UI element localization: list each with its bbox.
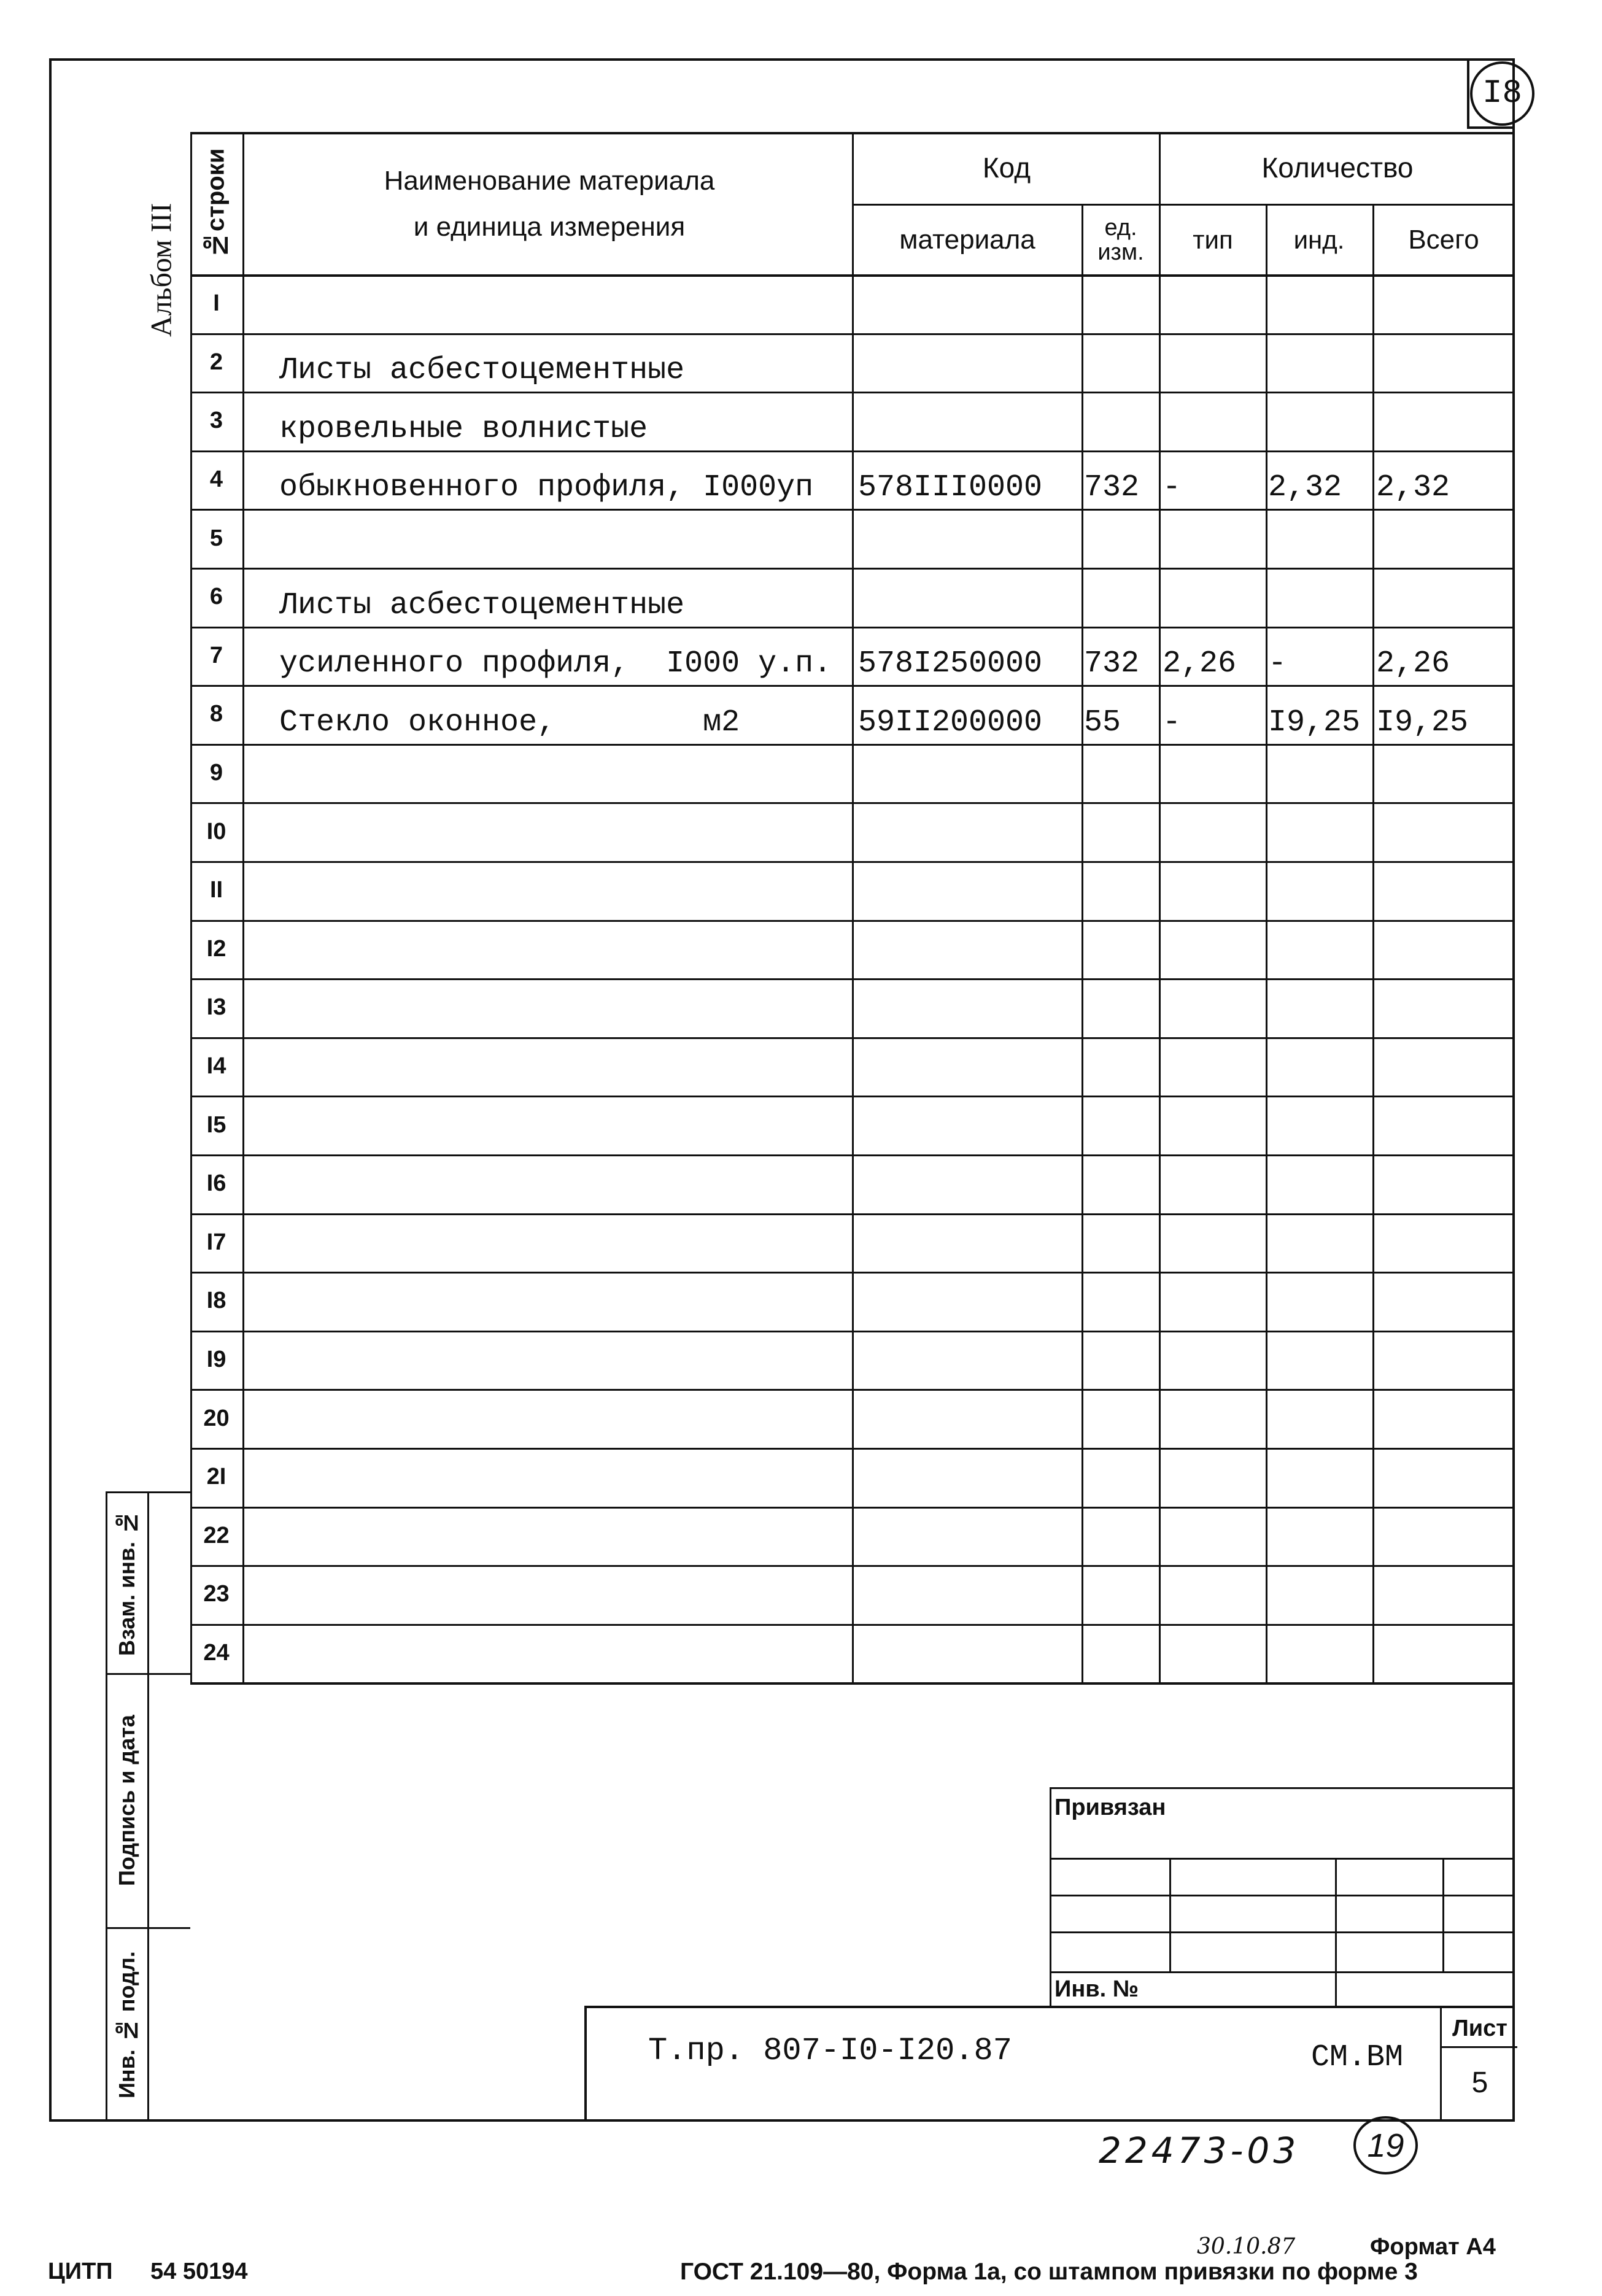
material-code bbox=[858, 1331, 1079, 1390]
material-code: 578I250000 bbox=[858, 646, 1043, 682]
qty-total bbox=[1376, 1096, 1512, 1154]
stamp-line bbox=[1442, 1858, 1444, 1971]
qty-total: 2,32 bbox=[1376, 470, 1450, 506]
col-divider bbox=[1266, 204, 1267, 1682]
qty-ind bbox=[1268, 1389, 1371, 1448]
row-number: I5 bbox=[206, 1111, 226, 1138]
stamp-line bbox=[1050, 1787, 1051, 2008]
material-code bbox=[858, 1037, 1079, 1096]
header-row-number: №строки bbox=[202, 148, 230, 258]
row-number: I bbox=[213, 290, 220, 317]
side-divider bbox=[106, 1673, 190, 1675]
qty-type bbox=[1163, 1624, 1264, 1683]
unit-code bbox=[1084, 861, 1158, 920]
material-name: Листы асбестоцементные bbox=[279, 587, 685, 623]
material-code bbox=[858, 568, 1079, 627]
title-block bbox=[584, 2006, 1515, 2122]
unit-code bbox=[1084, 744, 1158, 803]
material-code: 578III0000 bbox=[858, 470, 1043, 506]
header-unit: ед. изм. bbox=[1097, 215, 1144, 265]
material-name bbox=[279, 1507, 850, 1566]
qty-total bbox=[1376, 333, 1512, 392]
material-code bbox=[858, 1096, 1079, 1154]
inv-podl-label: Инв. № подл. bbox=[114, 1951, 139, 2098]
qty-total bbox=[1376, 392, 1512, 450]
unit-code bbox=[1084, 1096, 1158, 1154]
qty-type bbox=[1163, 1507, 1264, 1566]
unit-code bbox=[1084, 509, 1158, 568]
row-number: 8 bbox=[209, 701, 223, 727]
material-code bbox=[858, 1624, 1079, 1683]
row-number: I7 bbox=[206, 1229, 226, 1255]
material-name: кровельные волнистые bbox=[279, 411, 648, 447]
qty-type bbox=[1163, 1154, 1264, 1213]
stamp-line bbox=[1050, 1895, 1515, 1896]
qty-type: - bbox=[1163, 470, 1182, 506]
material-code bbox=[858, 1389, 1079, 1448]
stamp-line bbox=[1050, 1971, 1515, 1973]
header-type: тип bbox=[1193, 225, 1233, 254]
footer-org: ЦИТП bbox=[48, 2259, 113, 2284]
footer-format: Формат А4 bbox=[1370, 2234, 1496, 2260]
qty-total bbox=[1376, 1213, 1512, 1272]
qty-type bbox=[1163, 1389, 1264, 1448]
row-number: I6 bbox=[206, 1170, 226, 1197]
footer-code: 54 50194 bbox=[150, 2259, 248, 2284]
header-quantity: Количество bbox=[1261, 151, 1414, 184]
row-number: 2 bbox=[209, 349, 223, 375]
material-name bbox=[279, 1624, 850, 1683]
qty-total bbox=[1376, 802, 1512, 861]
qty-type bbox=[1163, 509, 1264, 568]
qty-total: I9,25 bbox=[1376, 705, 1469, 740]
material-name bbox=[279, 861, 850, 920]
unit-code bbox=[1084, 1448, 1158, 1507]
material-name bbox=[279, 509, 850, 568]
unit-code bbox=[1084, 1154, 1158, 1213]
qty-ind bbox=[1268, 920, 1371, 979]
qty-ind bbox=[1268, 333, 1371, 392]
qty-type bbox=[1163, 920, 1264, 979]
qty-type bbox=[1163, 1096, 1264, 1154]
handwritten-doc-number: 22473-03 bbox=[1099, 2130, 1300, 2171]
qty-type: 2,26 bbox=[1163, 646, 1237, 682]
qty-type: - bbox=[1163, 705, 1182, 740]
qty-total bbox=[1376, 1037, 1512, 1096]
qty-type bbox=[1163, 392, 1264, 450]
signature-date-label: Подпись и дата bbox=[114, 1715, 139, 1887]
col-divider bbox=[1372, 204, 1374, 1682]
material-code bbox=[858, 1507, 1079, 1566]
qty-ind: I9,25 bbox=[1268, 705, 1361, 740]
qty-ind bbox=[1268, 1154, 1371, 1213]
qty-total bbox=[1376, 861, 1512, 920]
row-number: II bbox=[209, 877, 223, 903]
row-number: 23 bbox=[203, 1581, 230, 1607]
side-stamp bbox=[106, 1491, 190, 2122]
qty-ind bbox=[1268, 978, 1371, 1037]
unit-code bbox=[1084, 920, 1158, 979]
material-name bbox=[279, 744, 850, 803]
qty-type bbox=[1163, 333, 1264, 392]
qty-ind: - bbox=[1268, 646, 1287, 682]
qty-ind bbox=[1268, 861, 1371, 920]
col-divider bbox=[852, 132, 854, 1682]
material-name: усиленного профиля, I000 у.п. bbox=[279, 646, 832, 682]
header-ind: инд. bbox=[1293, 225, 1345, 254]
unit-code bbox=[1084, 568, 1158, 627]
header-code: Код bbox=[982, 151, 1031, 184]
unit-code: 732 bbox=[1084, 470, 1140, 506]
qty-type bbox=[1163, 1213, 1264, 1272]
stamp-line bbox=[1169, 1858, 1171, 1971]
row-number: 4 bbox=[209, 466, 223, 493]
qty-ind bbox=[1268, 802, 1371, 861]
row-number: I0 bbox=[206, 818, 226, 845]
material-name bbox=[279, 1448, 850, 1507]
qty-ind bbox=[1268, 1624, 1371, 1683]
qty-ind bbox=[1268, 1448, 1371, 1507]
material-name bbox=[279, 274, 850, 333]
signature-date: 30.10.87 bbox=[1197, 2234, 1296, 2259]
row-divider bbox=[190, 1682, 1515, 1685]
unit-code bbox=[1084, 978, 1158, 1037]
material-code bbox=[858, 861, 1079, 920]
qty-type bbox=[1163, 744, 1264, 803]
page-badge: I8 bbox=[1470, 61, 1534, 126]
col-divider bbox=[242, 132, 244, 1682]
qty-total bbox=[1376, 1507, 1512, 1566]
qty-total bbox=[1376, 1624, 1512, 1683]
material-name bbox=[279, 1389, 850, 1448]
qty-total bbox=[1376, 568, 1512, 627]
qty-total bbox=[1376, 274, 1512, 333]
row-number: 5 bbox=[209, 525, 223, 551]
material-code bbox=[858, 978, 1079, 1037]
row-number: 6 bbox=[209, 584, 223, 610]
qty-ind bbox=[1268, 509, 1371, 568]
unit-code bbox=[1084, 1565, 1158, 1624]
material-code bbox=[858, 509, 1079, 568]
album-label: Альбом III bbox=[145, 203, 178, 338]
qty-total bbox=[1376, 920, 1512, 979]
header-total: Всего bbox=[1408, 225, 1479, 255]
unit-code: 55 bbox=[1084, 705, 1121, 740]
material-code bbox=[858, 1213, 1079, 1272]
qty-ind bbox=[1268, 1037, 1371, 1096]
material-name bbox=[279, 920, 850, 979]
qty-ind: 2,32 bbox=[1268, 470, 1342, 506]
stamp-line bbox=[1050, 1858, 1515, 1860]
material-name: Листы асбестоцементные bbox=[279, 353, 685, 388]
material-name: Стекло оконное, м2 bbox=[279, 705, 740, 740]
unit-code bbox=[1084, 274, 1158, 333]
qty-total bbox=[1376, 744, 1512, 803]
col-divider bbox=[1159, 132, 1161, 1682]
material-name bbox=[279, 1331, 850, 1390]
material-code bbox=[858, 1565, 1079, 1624]
unit-code bbox=[1084, 333, 1158, 392]
qty-ind bbox=[1268, 744, 1371, 803]
unit-code bbox=[1084, 1331, 1158, 1390]
unit-code bbox=[1084, 1507, 1158, 1566]
qty-ind bbox=[1268, 1272, 1371, 1331]
row-number: 24 bbox=[203, 1640, 230, 1666]
stamp-line bbox=[1050, 1931, 1515, 1933]
handwritten-circled-number: 19 bbox=[1353, 2116, 1418, 2174]
row-number: 2I bbox=[206, 1464, 226, 1490]
qty-type bbox=[1163, 1037, 1264, 1096]
row-number: 20 bbox=[203, 1405, 230, 1431]
material-name bbox=[279, 1154, 850, 1213]
qty-ind bbox=[1268, 1507, 1371, 1566]
material-code bbox=[858, 1272, 1079, 1331]
row-number: I4 bbox=[206, 1053, 226, 1080]
side-divider bbox=[147, 1491, 149, 2122]
unit-code bbox=[1084, 802, 1158, 861]
row-number: I9 bbox=[206, 1347, 226, 1373]
qty-total bbox=[1376, 978, 1512, 1037]
material-name bbox=[279, 1037, 850, 1096]
qty-type bbox=[1163, 802, 1264, 861]
header-name-line2: и единица измерения bbox=[413, 212, 686, 242]
qty-total bbox=[1376, 1272, 1512, 1331]
material-code bbox=[858, 1448, 1079, 1507]
col-divider bbox=[1082, 204, 1083, 1682]
unit-code bbox=[1084, 1213, 1158, 1272]
material-name: обыкновенного профиля, I000уп bbox=[279, 470, 814, 506]
unit-code bbox=[1084, 1037, 1158, 1096]
qty-type bbox=[1163, 1272, 1264, 1331]
privyazan-label: Привязан bbox=[1054, 1795, 1166, 1820]
qty-ind bbox=[1268, 1331, 1371, 1390]
header-material: материала bbox=[899, 225, 1035, 255]
title-divider bbox=[1440, 2008, 1442, 2122]
row-number: 22 bbox=[203, 1522, 230, 1548]
side-divider bbox=[106, 1927, 190, 1929]
stamp-line bbox=[1335, 1858, 1337, 2008]
material-code bbox=[858, 1154, 1079, 1213]
qty-type bbox=[1163, 568, 1264, 627]
qty-type bbox=[1163, 1448, 1264, 1507]
row-number: I2 bbox=[206, 935, 226, 962]
material-name bbox=[279, 1213, 850, 1272]
qty-total bbox=[1376, 1154, 1512, 1213]
material-code bbox=[858, 744, 1079, 803]
unit-code bbox=[1084, 1624, 1158, 1683]
material-code bbox=[858, 333, 1079, 392]
row-number: I8 bbox=[206, 1288, 226, 1314]
material-name bbox=[279, 1272, 850, 1331]
unit-code bbox=[1084, 1272, 1158, 1331]
header-name-line1: Наименование материала bbox=[384, 166, 715, 196]
qty-type bbox=[1163, 861, 1264, 920]
material-name bbox=[279, 978, 850, 1037]
material-code bbox=[858, 274, 1079, 333]
qty-type bbox=[1163, 274, 1264, 333]
vzam-inv-label: Взам. инв. № bbox=[114, 1510, 139, 1656]
qty-total bbox=[1376, 1448, 1512, 1507]
qty-type bbox=[1163, 978, 1264, 1037]
qty-ind bbox=[1268, 568, 1371, 627]
row-number: I3 bbox=[206, 994, 226, 1021]
qty-total bbox=[1376, 1565, 1512, 1624]
material-code: 59II200000 bbox=[858, 705, 1043, 740]
qty-total bbox=[1376, 1389, 1512, 1448]
qty-ind bbox=[1268, 1213, 1371, 1272]
qty-total: 2,26 bbox=[1376, 646, 1450, 682]
material-code bbox=[858, 802, 1079, 861]
list-label: Лист bbox=[1452, 2015, 1507, 2041]
title-divider bbox=[1440, 2046, 1517, 2048]
row-number: 9 bbox=[209, 760, 223, 786]
material-name bbox=[279, 1565, 850, 1624]
material-code bbox=[858, 920, 1079, 979]
list-number: 5 bbox=[1471, 2066, 1488, 2099]
qty-ind bbox=[1268, 274, 1371, 333]
qty-ind bbox=[1268, 1565, 1371, 1624]
inv-no-label: Инв. № bbox=[1054, 1976, 1139, 2002]
document-code: СМ.ВМ bbox=[1311, 2040, 1404, 2075]
binding-stamp bbox=[1050, 1787, 1515, 2008]
project-number: Т.пр. 807-I0-I20.87 bbox=[648, 2033, 1012, 2069]
qty-type bbox=[1163, 1331, 1264, 1390]
qty-total bbox=[1376, 1331, 1512, 1390]
material-name bbox=[279, 802, 850, 861]
qty-type bbox=[1163, 1565, 1264, 1624]
qty-ind bbox=[1268, 1096, 1371, 1154]
unit-code bbox=[1084, 1389, 1158, 1448]
row-number: 7 bbox=[209, 642, 223, 668]
stamp-line bbox=[1050, 1787, 1515, 1789]
row-number: 3 bbox=[209, 408, 223, 434]
unit-code: 732 bbox=[1084, 646, 1140, 682]
material-code bbox=[858, 392, 1079, 450]
qty-total bbox=[1376, 509, 1512, 568]
material-name bbox=[279, 1096, 850, 1154]
unit-code bbox=[1084, 392, 1158, 450]
qty-ind bbox=[1268, 392, 1371, 450]
footer-gost: ГОСТ 21.109—80, Форма 1а, со штампом привязки по форме 3 bbox=[680, 2259, 1418, 2285]
